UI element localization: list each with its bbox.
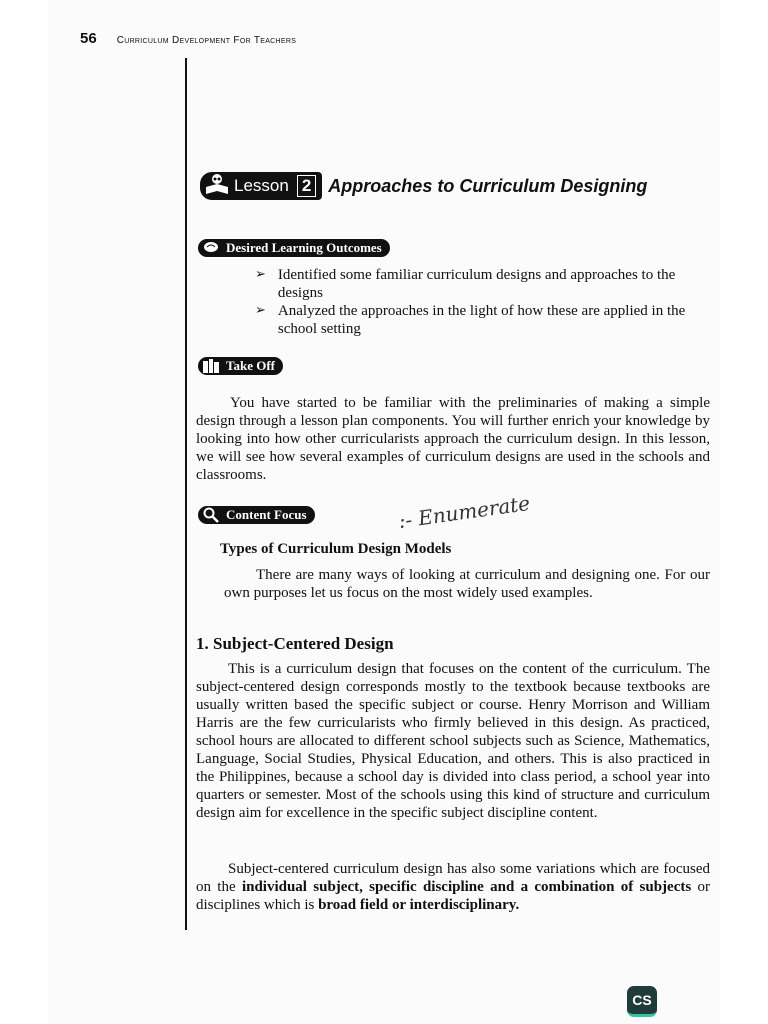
arrow-bullet-icon: ➢ [255, 267, 266, 282]
take-off-pill [198, 357, 283, 375]
lesson-number: 2 [297, 175, 316, 197]
magnifier-icon [202, 506, 220, 524]
desired-outcomes-label: Desired Learning Outcomes [226, 240, 382, 255]
p2-text-a: Subject-centered curriculum design has also some variations which are focused on the [196, 861, 710, 895]
types-subheading: Types of Curriculum Design Models [220, 541, 452, 557]
lesson-title: Approaches to Curriculum Designing [328, 175, 648, 196]
margin-rule [185, 58, 187, 930]
content-focus-label: Content Focus [226, 507, 307, 522]
list-item [255, 302, 710, 338]
p2-bold-b: individual subject, specific discipline and a combination of subjects [241, 879, 692, 895]
intro-paragraph: There are many ways of looking at curriculum and designing one. For our own purposes let us focus on the most widely used examples. [224, 567, 710, 601]
arrow-bullet-icon: ➢ [255, 303, 266, 318]
outcome-text: Analyzed the approaches in the light of how these are applied in the school setting [277, 303, 686, 337]
section-paragraph-1: This is a curriculum design that focuses on the content of the curriculum. The subject-centered design corresponds mostly to the textbook because textbooks are usually written based the specific subject or course. Henry Morrison and William Harris are the few curricularists who firmly believed in this design. As practiced, school hours are allocated to different school subjects such as Science, Mathematics, Language, Social Studies, Physical Education, and others. This is also practiced in the Philippines, because a school day is divided into class period, a school year into quarters or semester. Most of the schools using this kind of structure and curriculum design aim for excellence in the specific subject discipline content. [196, 661, 710, 821]
content-focus-pill [198, 506, 315, 524]
lesson-label: Lesson [234, 176, 289, 195]
running-title: Curriculum Development For Teachers [116, 35, 297, 46]
take-off-label: Take Off [226, 358, 275, 373]
take-off-paragraph: You have started to be familiar with the preliminaries of making a simple design through a lesson plan components. You will further enrich your knowledge by looking into how other curricularists approach the curriculum design. In this lesson, we will see how several examples of curriculum designs are used in the schools and classrooms. [196, 395, 710, 483]
section-paragraph-2 [196, 860, 710, 914]
brain-icon [202, 239, 220, 257]
camscanner-logo: CS [627, 986, 657, 1017]
outcome-text: Identified some familiar curriculum designs and approaches to the designs [277, 267, 676, 301]
outcomes-list [255, 266, 710, 338]
owl-book-icon [204, 173, 230, 200]
lesson-badge [200, 172, 322, 200]
handwritten-note: :- Enumerate [396, 490, 532, 534]
page-number: 56 [80, 30, 97, 47]
p2-text-c: or disciplines which is [196, 879, 710, 913]
p2-bold-d: broad field or interdisciplinary. [318, 897, 520, 913]
lesson-heading [200, 172, 647, 200]
section-title: 1. Subject-Centered Design [196, 634, 394, 653]
page-header [80, 30, 296, 47]
books-icon [202, 357, 220, 375]
list-item [255, 266, 710, 302]
desired-outcomes-pill [198, 239, 390, 257]
